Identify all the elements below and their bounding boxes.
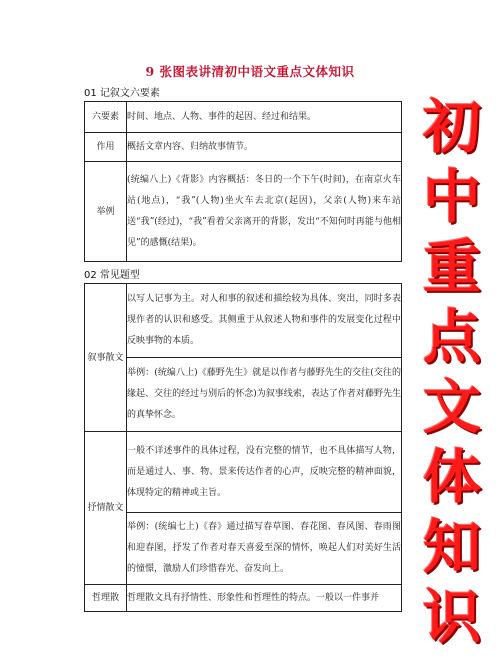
table-row bbox=[85, 162, 402, 262]
table-row bbox=[85, 102, 402, 133]
page-title: 9 张图表讲清初中语文重点文体知识 bbox=[145, 64, 355, 79]
type-label-philosophical-prose: 哲理散 bbox=[85, 585, 127, 612]
table-row bbox=[85, 284, 402, 358]
table-row bbox=[85, 432, 402, 513]
narrative-prose-example: 举例：(统编八上)《藤野先生》就是以作者与藤野先生的交往(交往的缘起、交往的经过与别后的怀念)为叙事线索，表达了作者对藤野先生的真挚怀念。 bbox=[127, 358, 402, 432]
row-content-six-elements: 时间、地点、人物、事件的起因、经过和结果。 bbox=[127, 102, 402, 133]
type-label-lyric-prose: 抒情散文 bbox=[85, 432, 127, 585]
table-row bbox=[85, 585, 402, 612]
table-row bbox=[85, 513, 402, 585]
philosophical-prose-description: 哲理散文具有抒情性、形象性和哲理性的特点。一般以一件事并 bbox=[127, 585, 402, 612]
section-heading-common-types: 02 常见题型 bbox=[84, 270, 140, 281]
banner-char: 识 bbox=[422, 583, 481, 651]
table-row bbox=[85, 133, 402, 162]
narrative-prose-description: 以写人记事为主。对人和事的叙述和描绘较为具体、突出，同时多表现作者的认识和感受。其侧重于从叙述人物和事件的发展变化过程中反映事物的本质。 bbox=[127, 284, 402, 358]
type-label-narrative-prose: 叙事散文 bbox=[85, 284, 127, 432]
banner-char: 体 bbox=[422, 443, 481, 511]
row-label-example: 举例 bbox=[85, 162, 127, 262]
lyric-prose-description: 一般不详述事件的具体过程，没有完整的情节，也不具体描写人物，而是通过人、事、物、景来传达作者的心声，反映完整的精神面貌，体现特定的精神或主旨。 bbox=[127, 432, 402, 513]
row-content-purpose: 概括文章内容、归纳故事情节。 bbox=[127, 133, 402, 162]
banner-char: 初 bbox=[422, 93, 481, 161]
lyric-prose-example: 举例：(统编七上)《春》通过描写春草图、春花图、春风图、春雨图和迎春图，抒发了作者对春天喜爱至深的情怀，唤起人们对美好生活的憧憬，激励人们珍惜春光、奋发向上。 bbox=[127, 513, 402, 585]
side-banner bbox=[420, 92, 484, 652]
banner-char: 中 bbox=[422, 163, 481, 231]
table-row bbox=[85, 358, 402, 432]
narrative-elements-table bbox=[84, 101, 402, 262]
row-content-example: (统编八上)《背影》内容概括：冬日的一个下午(时间)，在南京火车站(地点)，“我”(人物)坐火车去北京(起因)，父亲(人物)来车站送“我”(经过)，“我”看着父亲离开的背影，发出“不知何时再能与他相见”的感慨(结果)。 bbox=[127, 162, 402, 262]
banner-char: 知 bbox=[422, 513, 481, 581]
banner-char: 重 bbox=[422, 233, 481, 301]
row-label-purpose: 作用 bbox=[85, 133, 127, 162]
banner-char: 点 bbox=[422, 303, 481, 371]
section-heading-narrative-elements: 01 记叙文六要素 bbox=[84, 88, 160, 99]
banner-char: 文 bbox=[422, 373, 481, 441]
row-label-six-elements: 六要素 bbox=[85, 102, 127, 133]
prose-types-table bbox=[84, 283, 402, 612]
